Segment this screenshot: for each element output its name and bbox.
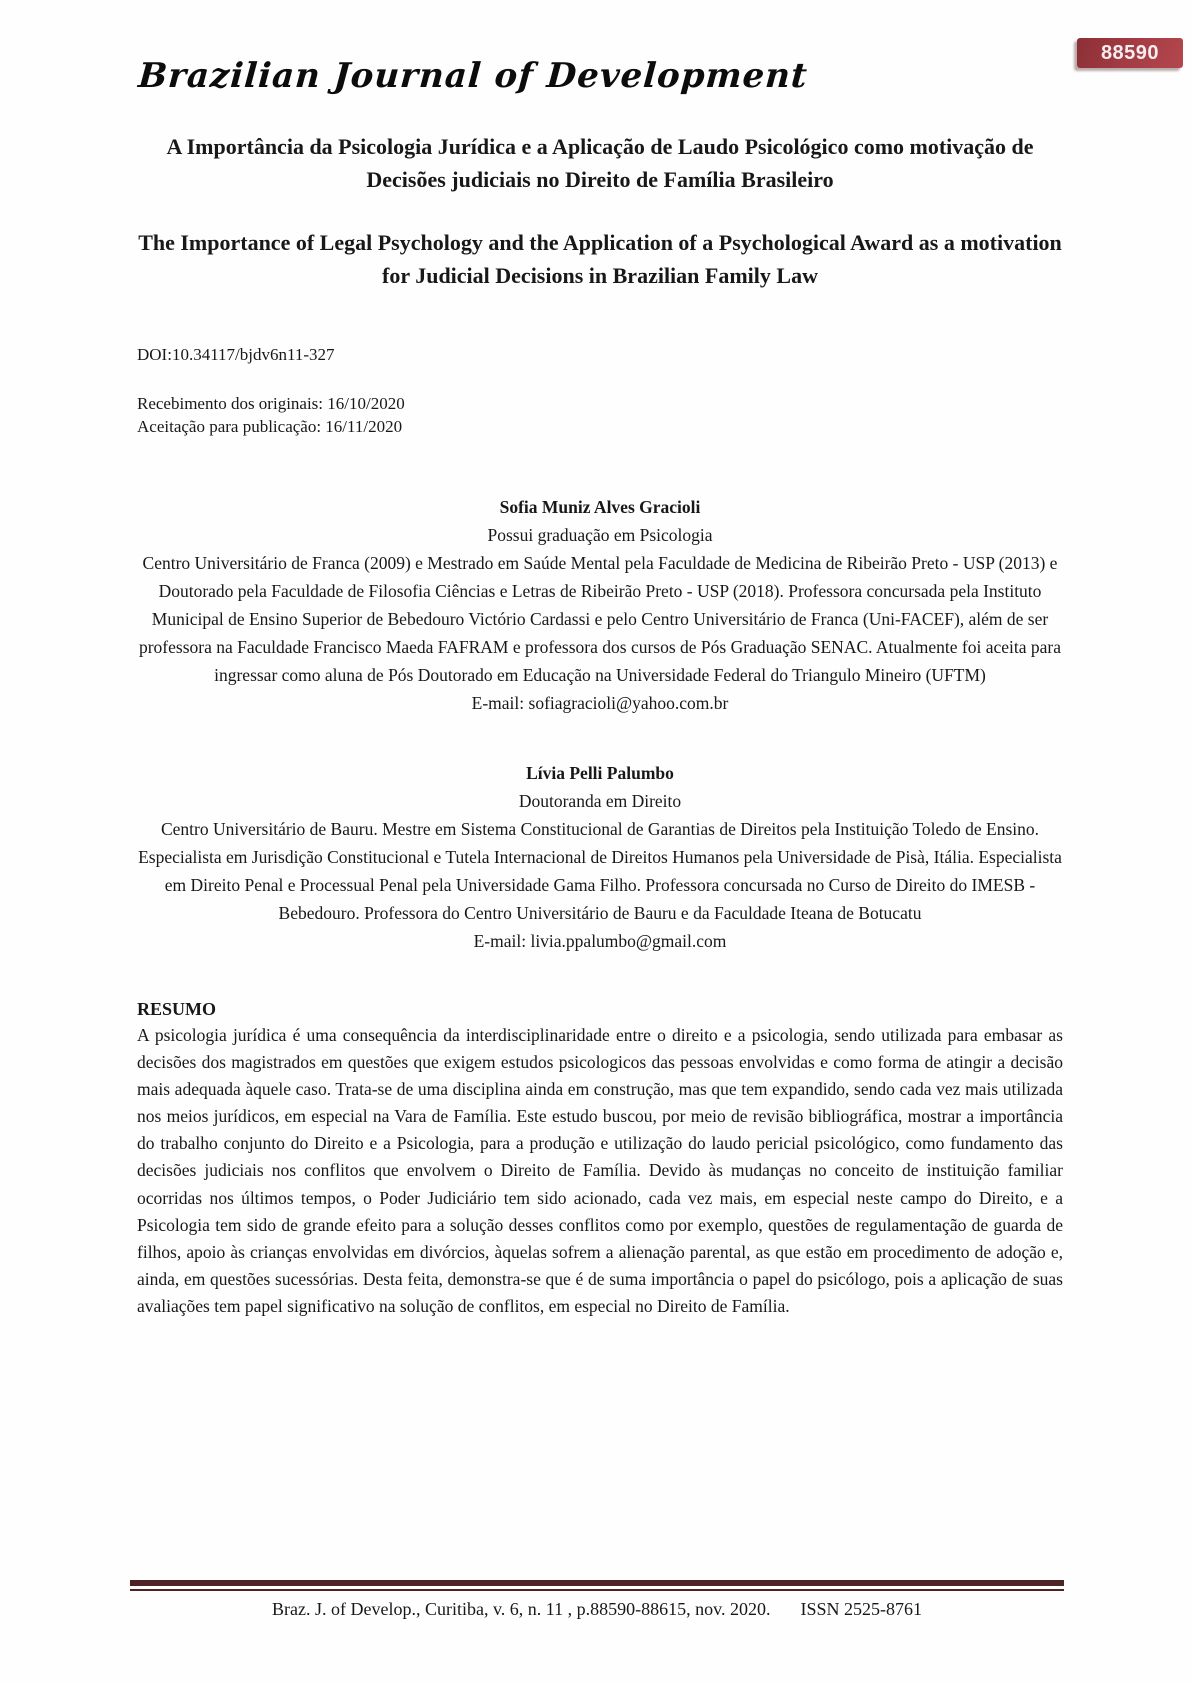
article-title-english: The Importance of Legal Psychology and the Application of a Psychological Award as a motivation for Judicial Decisions in Brazilian Family Law: [138, 230, 1062, 288]
abstract-section: [137, 999, 1063, 1320]
footer-citation-line: [130, 1599, 1064, 1620]
footer-citation: Braz. J. of Develop., Curitiba, v. 6, n. 11 , p.88590-88615, nov. 2020.: [272, 1599, 771, 1619]
footer-issn: ISSN 2525-8761: [800, 1599, 922, 1619]
author-role: Possui graduação em Psicologia: [487, 524, 713, 545]
page-number-badge: 88590: [1077, 38, 1183, 68]
author-block: [137, 759, 1063, 955]
page-footer: [130, 1580, 1064, 1620]
submission-dates: [137, 393, 1063, 439]
journal-logo: Brazilian Journal of Development: [137, 56, 810, 96]
author-bio: Centro Universitário de Franca (2009) e Mestrado em Saúde Mental pela Faculdade de Medicina de Ribeirão Preto - USP (2013) e Doutorado pela Faculdade de Filosofia Ciências e Letras de Ribeirão Preto - USP (2018). Professora concursada pela Instituto Municipal de Ensino Superior de Bebedouro Victório Cardassi e pelo Centro Universitário de Franca (Uni-FACEF), além de ser professora na Faculdade Francisco Maeda FAFRAM e professora dos cursos de Pós Graduação SENAC. Atualmente foi aceita para ingressar como aluna de Pós Doutorado em Educação na Universidade Federal do Triangulo Mineiro (UFTM): [138, 552, 1062, 685]
article-title-portuguese: A Importância da Psicologia Jurídica e a Aplicação de Laudo Psicológico como motivação de Decisões judiciais no Direito de Família Brasileiro: [166, 134, 1034, 192]
author-block: [137, 493, 1063, 717]
received-date-line: Recebimento dos originais: 16/10/2020: [137, 393, 405, 413]
author-name: Lívia Pelli Palumbo: [526, 762, 674, 783]
author-email: E-mail: sofiagracioli@yahoo.com.br: [471, 692, 729, 713]
author-email: E-mail: livia.ppalumbo@gmail.com: [473, 930, 727, 951]
author-bio: Centro Universitário de Bauru. Mestre em Sistema Constitucional de Garantias de Direitos pela Instituição Toledo de Ensino. Especialista em Jurisdição Constitucional e Tutela Internacional de Direitos Humanos pela Universidade de Pisà, Itália. Especialista em Direito Penal e Processual Penal pela Universidade Gama Filho. Professora concursada no Curso de Direito do IMESB - Bebedouro. Professora do Centro Universitário de Bauru e da Faculdade Iteana de Botucatu: [138, 818, 1062, 923]
accepted-date-line: Aceitação para publicação: 16/11/2020: [137, 416, 403, 436]
abstract-text: A psicologia jurídica é uma consequência da interdisciplinaridade entre o direito e a psicologia, sendo utilizada para embasar as decisões dos magistrados em questões que exigem estudos psicologicos das pessoas envolvidas e como forma de atingir a decisão mais adequada àquele caso. Trata-se de uma disciplina ainda em construção, mas que tem expandido, sendo cada vez mais utilizada nos meios jurídicos, em especial na Vara de Família. Este estudo buscou, por meio de revisão bibliográfica, mostrar a importância do trabalho conjunto do Direito e a Psicologia, para a produção e utilização do laudo pericial psicológico, como fundamento das decisões judiciais nos conflitos que envolvem o Direito de Família. Devido às mudanças no conceito de instituição familiar ocorridas nos últimos tempos, o Poder Judiciário tem sido acionado, cada vez mais, em especial neste campo do Direito, e a Psicologia tem sido de grande efeito para a solução desses conflitos como por exemplo, questões de regulamentação de guarda de filhos, apoio às crianças envolvidas em divórcios, àquelas sofrem a alienação parental, as que estão em procedimento de adoção e, ainda, em questões sucessórias. Desta feita, demonstra-se que é de suma importância o papel do psicólogo, pois a aplicação de suas avaliações tem papel significativo na solução de conflitos, em especial no Direito de Família.: [137, 1024, 1063, 1317]
abstract-heading: RESUMO: [137, 998, 217, 1019]
doi-line: DOI:10.34117/bjdv6n11-327: [137, 345, 335, 364]
author-role: Doutoranda em Direito: [518, 790, 682, 811]
author-name: Sofia Muniz Alves Gracioli: [499, 496, 701, 517]
